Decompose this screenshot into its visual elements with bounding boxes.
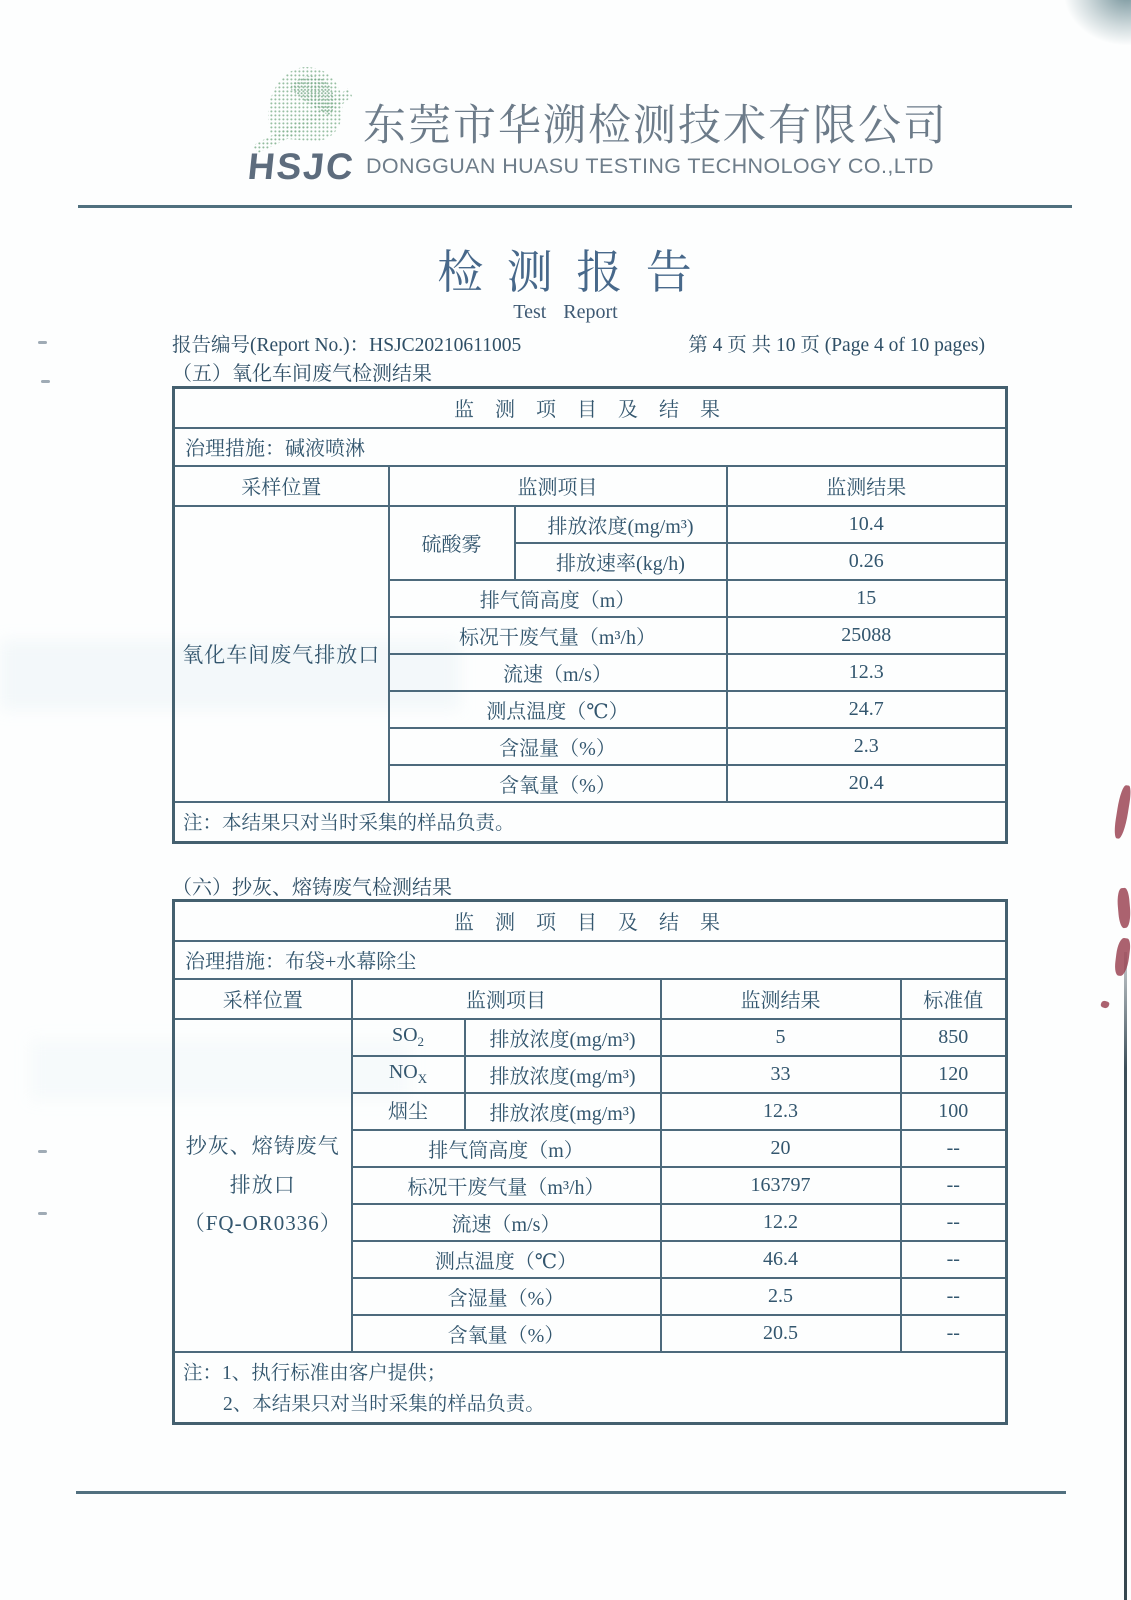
location-line: 抄灰、熔铸废气 bbox=[185, 1133, 340, 1158]
item-label-cell: 测点温度（℃） bbox=[389, 691, 727, 728]
scan-top-edge-artifact bbox=[0, 0, 1131, 5]
footer-rule bbox=[76, 1491, 1066, 1494]
scan-page-edge-line bbox=[1124, 952, 1127, 1600]
result-value-cell: 12.2 bbox=[661, 1204, 901, 1241]
result-value-cell: 163797 bbox=[661, 1167, 901, 1204]
table-ash-casting-results bbox=[172, 899, 1008, 1425]
col-header-item: 监测项目 bbox=[389, 466, 727, 506]
table-row bbox=[174, 388, 1007, 428]
treatment-cell: 治理措施：布袋+水幕除尘 bbox=[174, 941, 1007, 979]
table-note-row bbox=[174, 1352, 1007, 1424]
item-label-cell: 标况干废气量（m³/h） bbox=[352, 1167, 661, 1204]
item-label-cell: 排放速率(kg/h) bbox=[515, 543, 727, 580]
red-ink-edge-mark bbox=[1114, 937, 1131, 976]
margin-dash-artifact bbox=[38, 341, 47, 344]
col-header-item: 监测项目 bbox=[352, 979, 661, 1019]
table-header-row bbox=[174, 466, 1007, 506]
note-cell: 注：本结果只对当时采集的样品负责。 bbox=[174, 802, 1007, 843]
margin-dash-artifact bbox=[38, 1150, 47, 1153]
pollutant-cell: 硫酸雾 bbox=[389, 506, 515, 580]
item-label-cell: 排放浓度(mg/m³) bbox=[465, 1056, 661, 1093]
pollutant-cell: 烟尘 bbox=[352, 1093, 465, 1130]
report-number: 报告编号(Report No.)：HSJC20210611005 bbox=[172, 335, 522, 356]
report-title-cn: 检 测 报 告 bbox=[437, 247, 694, 298]
table-note-row bbox=[174, 802, 1007, 843]
table-row bbox=[174, 428, 1007, 466]
red-ink-edge-mark bbox=[1113, 784, 1131, 839]
result-value-cell: 20.4 bbox=[727, 765, 1007, 802]
logo-wordmark: HSJC bbox=[245, 146, 357, 187]
result-value-cell: 5 bbox=[661, 1019, 901, 1056]
col-header-result: 监测结果 bbox=[661, 979, 901, 1019]
report-meta-row bbox=[172, 329, 985, 357]
note-line: 2、本结果只对当时采集的样品负责。 bbox=[223, 1393, 545, 1415]
standard-value-cell: 120 bbox=[901, 1056, 1007, 1093]
report-title-en: Test Report bbox=[513, 301, 618, 323]
item-label-cell: 标况干废气量（m³/h） bbox=[389, 617, 727, 654]
result-value-cell: 0.26 bbox=[727, 543, 1007, 580]
item-label-cell: 含氧量（%） bbox=[352, 1315, 661, 1352]
standard-value-cell: -- bbox=[901, 1241, 1007, 1278]
page-indicator: 第 4 页 共 10 页 (Page 4 of 10 pages) bbox=[688, 335, 985, 356]
table-row bbox=[174, 506, 1007, 543]
table-header-row bbox=[174, 979, 1007, 1019]
section5-heading: （五）氧化车间废气检测结果 bbox=[172, 363, 432, 385]
col-header-location: 采样位置 bbox=[174, 466, 389, 506]
item-label-cell: 流速（m/s） bbox=[352, 1204, 661, 1241]
col-header-location: 采样位置 bbox=[174, 979, 352, 1019]
margin-dash-artifact bbox=[41, 380, 50, 383]
company-logo-icon bbox=[246, 58, 358, 154]
section6-heading: （六）抄灰、熔铸废气检测结果 bbox=[172, 877, 452, 899]
item-label-cell: 含氧量（%） bbox=[389, 765, 727, 802]
result-value-cell: 20 bbox=[661, 1130, 901, 1167]
item-label-cell: 排放浓度(mg/m³) bbox=[465, 1019, 661, 1056]
margin-dash-artifact bbox=[38, 1212, 47, 1215]
location-line: 排放口 bbox=[229, 1172, 296, 1197]
result-value-cell: 20.5 bbox=[661, 1315, 901, 1352]
result-value-cell: 46.4 bbox=[661, 1241, 901, 1278]
item-label-cell: 流速（m/s） bbox=[389, 654, 727, 691]
standard-value-cell: 850 bbox=[901, 1019, 1007, 1056]
standard-value-cell: 100 bbox=[901, 1093, 1007, 1130]
note-line: 注：1、执行标准由客户提供； bbox=[183, 1362, 447, 1384]
result-value-cell: 2.5 bbox=[661, 1278, 901, 1315]
table-row bbox=[174, 1019, 1007, 1056]
table-banner-cell: 监 测 项 目 及 结 果 bbox=[174, 388, 1007, 428]
company-name-en: DONGGUAN HUASU TESTING TECHNOLOGY CO.,LTD bbox=[366, 154, 934, 178]
sampling-location-cell bbox=[174, 1019, 352, 1352]
standard-value-cell: -- bbox=[901, 1204, 1007, 1241]
item-label-cell: 含湿量（%） bbox=[389, 728, 727, 765]
pollutant-cell: $NO_X$ bbox=[352, 1056, 465, 1093]
result-value-cell: 12.3 bbox=[661, 1093, 901, 1130]
table-banner-cell: 监 测 项 目 及 结 果 bbox=[174, 901, 1007, 941]
letterhead-rule bbox=[78, 205, 1072, 208]
standard-value-cell: -- bbox=[901, 1278, 1007, 1315]
note-cell bbox=[174, 1352, 1007, 1424]
item-label-cell: 排放浓度(mg/m³) bbox=[465, 1093, 661, 1130]
result-value-cell: 2.3 bbox=[727, 728, 1007, 765]
red-ink-edge-mark bbox=[1116, 888, 1131, 929]
treatment-cell: 治理措施：碱液喷淋 bbox=[174, 428, 1007, 466]
scan-corner-smudge bbox=[1063, 0, 1131, 46]
result-value-cell: 10.4 bbox=[727, 506, 1007, 543]
col-header-standard: 标准值 bbox=[901, 979, 1007, 1019]
table-row bbox=[174, 901, 1007, 941]
standard-value-cell: -- bbox=[901, 1130, 1007, 1167]
company-name-cn: 东莞市华溯检测技术有限公司 bbox=[363, 102, 948, 150]
standard-value-cell: -- bbox=[901, 1315, 1007, 1352]
item-label-cell: 排气筒高度（m） bbox=[352, 1130, 661, 1167]
location-line: （FQ-OR0336） bbox=[183, 1211, 342, 1236]
result-value-cell: 12.3 bbox=[727, 654, 1007, 691]
item-label-cell: 测点温度（℃） bbox=[352, 1241, 661, 1278]
red-ink-edge-mark bbox=[1100, 1000, 1110, 1009]
col-header-result: 监测结果 bbox=[727, 466, 1007, 506]
item-label-cell: 含湿量（%） bbox=[352, 1278, 661, 1315]
table-oxidation-workshop-results bbox=[172, 386, 1008, 844]
item-label-cell: 排放浓度(mg/m³) bbox=[515, 506, 727, 543]
standard-value-cell: -- bbox=[901, 1167, 1007, 1204]
result-value-cell: 25088 bbox=[727, 617, 1007, 654]
table-row bbox=[174, 941, 1007, 979]
result-value-cell: 24.7 bbox=[727, 691, 1007, 728]
pollutant-cell: $SO_2$ bbox=[352, 1019, 465, 1056]
result-value-cell: 15 bbox=[727, 580, 1007, 617]
sampling-location-cell: 氧化车间废气排放口 bbox=[174, 506, 389, 802]
result-value-cell: 33 bbox=[661, 1056, 901, 1093]
item-label-cell: 排气筒高度（m） bbox=[389, 580, 727, 617]
